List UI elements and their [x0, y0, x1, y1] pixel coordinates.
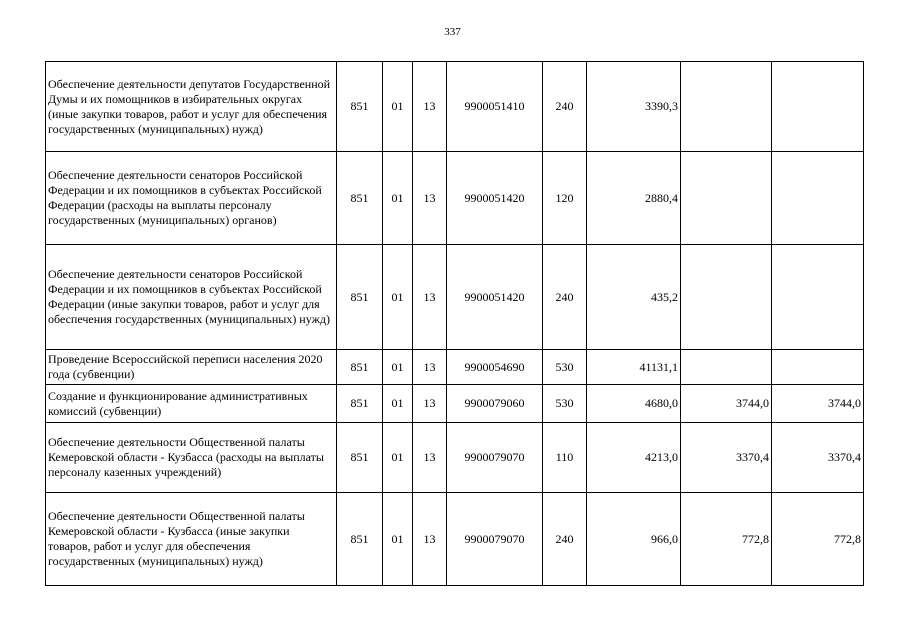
expense-description: Обеспечение деятельности Общественной палаты Кемеровской области - Кузбасса (иные закупки товаров, работ и услуг для обеспечения государственных (муниципальных) нужд): [46, 493, 337, 586]
amount-year-1: 435,2: [587, 245, 681, 350]
expense-description: Обеспечение деятельности сенаторов Российской Федерации и их помощников в субъектах Российской Федерации (расходы на выплаты персоналу государственных (муниципальных) органов): [46, 152, 337, 245]
section-code: 01: [383, 493, 413, 586]
amount-year-2: [681, 350, 772, 385]
amount-year-3: 3744,0: [772, 385, 864, 423]
target-article-code: 9900054690: [447, 350, 543, 385]
target-article-code: 9900051410: [447, 62, 543, 152]
amount-year-3: 772,8: [772, 493, 864, 586]
amount-year-2: 3744,0: [681, 385, 772, 423]
amount-year-2: [681, 152, 772, 245]
budget-table: [45, 61, 864, 586]
grbs-code: 851: [337, 152, 383, 245]
amount-year-3: [772, 245, 864, 350]
target-article-code: 9900051420: [447, 245, 543, 350]
amount-year-1: 2880,4: [587, 152, 681, 245]
subsection-code: 13: [413, 493, 447, 586]
table-row: [46, 152, 864, 245]
target-article-code: 9900079070: [447, 493, 543, 586]
amount-year-3: [772, 152, 864, 245]
amount-year-2: 3370,4: [681, 423, 772, 493]
expense-description: Проведение Всероссийской переписи населения 2020 года (субвенции): [46, 350, 337, 385]
section-code: 01: [383, 245, 413, 350]
grbs-code: 851: [337, 385, 383, 423]
table-row: [46, 385, 864, 423]
section-code: 01: [383, 62, 413, 152]
table-row: [46, 423, 864, 493]
section-code: 01: [383, 423, 413, 493]
table-row: [46, 350, 864, 385]
expense-type-code: 240: [543, 493, 587, 586]
grbs-code: 851: [337, 62, 383, 152]
expense-type-code: 240: [543, 245, 587, 350]
amount-year-2: 772,8: [681, 493, 772, 586]
expense-description: Обеспечение деятельности Общественной палаты Кемеровской области - Кузбасса (расходы на выплаты персоналу казенных учреждений): [46, 423, 337, 493]
amount-year-1: 4680,0: [587, 385, 681, 423]
expense-description: Создание и функционирование административных комиссий (субвенции): [46, 385, 337, 423]
amount-year-1: 966,0: [587, 493, 681, 586]
subsection-code: 13: [413, 385, 447, 423]
amount-year-3: [772, 62, 864, 152]
amount-year-1: 4213,0: [587, 423, 681, 493]
expense-type-code: 110: [543, 423, 587, 493]
amount-year-1: 3390,3: [587, 62, 681, 152]
subsection-code: 13: [413, 245, 447, 350]
expense-type-code: 530: [543, 385, 587, 423]
expense-description: Обеспечение деятельности депутатов Государственной Думы и их помощников в избирательных округах (иные закупки товаров, работ и услуг для обеспечения государственных (муниципальных) нужд): [46, 62, 337, 152]
section-code: 01: [383, 385, 413, 423]
table-row: [46, 245, 864, 350]
page-number: 337: [444, 26, 461, 38]
subsection-code: 13: [413, 152, 447, 245]
target-article-code: 9900051420: [447, 152, 543, 245]
grbs-code: 851: [337, 493, 383, 586]
amount-year-2: [681, 245, 772, 350]
grbs-code: 851: [337, 350, 383, 385]
amount-year-3: 3370,4: [772, 423, 864, 493]
target-article-code: 9900079060: [447, 385, 543, 423]
amount-year-3: [772, 350, 864, 385]
grbs-code: 851: [337, 423, 383, 493]
grbs-code: 851: [337, 245, 383, 350]
amount-year-1: 41131,1: [587, 350, 681, 385]
target-article-code: 9900079070: [447, 423, 543, 493]
subsection-code: 13: [413, 62, 447, 152]
expense-description: Обеспечение деятельности сенаторов Российской Федерации и их помощников в субъектах Российской Федерации (иные закупки товаров, работ и услуг для обеспечения государственных (муниципальных) нужд): [46, 245, 337, 350]
subsection-code: 13: [413, 423, 447, 493]
section-code: 01: [383, 350, 413, 385]
expense-type-code: 120: [543, 152, 587, 245]
amount-year-2: [681, 62, 772, 152]
expense-type-code: 240: [543, 62, 587, 152]
subsection-code: 13: [413, 350, 447, 385]
table-row: [46, 62, 864, 152]
table-row: [46, 493, 864, 586]
section-code: 01: [383, 152, 413, 245]
expense-type-code: 530: [543, 350, 587, 385]
